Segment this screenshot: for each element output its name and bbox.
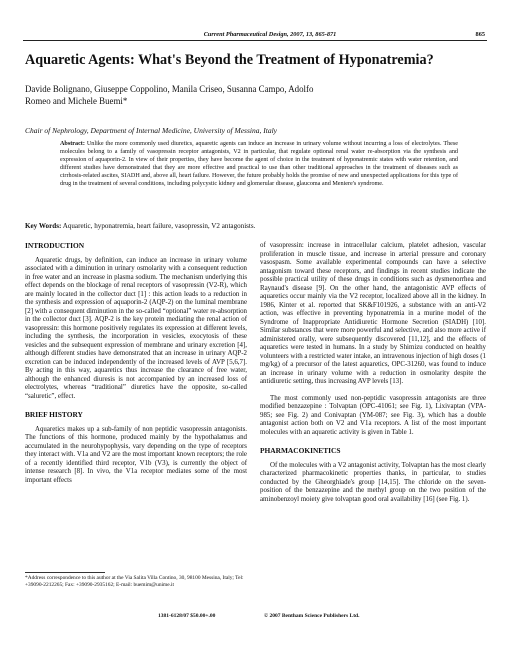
continuation-paragraph: of vasopressin: increase in intracellular calcium, platelet adhesion, vascular proliferation in muscle tissue, and increase in arterial pressure and coronary vasospasm. Some available experimental compounds can have a selective antagonism toward these receptors, and findings in recent studies indicate the possible practical utility of these drugs in conditions such as dysmenorrhea and Raynaud's disease [9]. On the other hand, the antagonistic AVP effects of aquaretics occur mainly via the V2 receptor, localized above all in the kidney. In 1986, Kinter et al. reported that SK&F101926, a substance with an anti-V2 action, was effective in preventing hyponatremia in a murine model of the Syndrome of Inappropriate Antidiuretic Hormone Secretion (SIADH) [10]. Similar substances that were more powerful and selective, and also more active if administered orally, were subsequently discovered [11,12], and the effects of aquaretics were tested in humans. In a study by Shimizu conducted on healthy volunteers with a restricted water intake, an intravenous injection of high doses (1 mg/kg) of a precursor of the latest aquaretics, OPC-31260, was found to induce an increase in urinary volume with a reduction in osmolarity despite the antidiuretic setting, thus increasing AVP levels [13].	[260, 242, 486, 385]
header-rule	[23, 40, 487, 41]
affiliation: Chair of Nephrology, Department of Internal Medicine, University of Messina, Italy	[25, 126, 277, 135]
abstract-block	[60, 141, 458, 189]
correspondence-footnote: *Address correspondence to this author at the Via Salita Villa Contino, 30, 98100 Messina, Italy; Tel: +39090-2212265; Fax: +39090-2935162; E-mail: buemim@unime.it	[25, 575, 244, 588]
page-number: 865	[475, 31, 485, 38]
benzazepine-paragraph: The most commonly used non-peptidic vasopressin antagonists are three modified benzazepine : Tolvaptan (OPC-41061; see Fig. 1), Lixivaptan (VPA-985; see Fig. 2) and Conivaptan (YM-087; see Fig. 3), which has a double antagonist action both on V2 and V1a receptors. A list of the most important molecules with an aquaretic activity is given in Table 1.	[260, 394, 486, 436]
issn-price: 1381-6128/07 $50.00+.00	[158, 613, 216, 619]
brief-history-heading: BRIEF HISTORY	[25, 410, 83, 419]
right-column	[260, 242, 486, 504]
copyright-notice: © 2007 Bentham Science Publishers Ltd.	[264, 613, 360, 619]
article-title: Aquaretic Agents: What's Beyond the Treatment of Hyponatremia?	[25, 52, 434, 68]
brief-history-paragraph: Aquaretics makes up a sub-family of non peptidic vasopressin antagonists. The functions of this hormone, produced mainly by the hypothalamus and accumulated in the neurohypophysis, vary depending on the type of receptors they interact with. V1a and V2 are the most important known receptors; the role of a recently identified third receptor, V1b (V3), is currently the object of intense research [8]. In vivo, the V1a receptor mediates some of the most important effects	[25, 425, 247, 484]
left-column	[25, 242, 247, 485]
pharmacokinetics-heading: PHARMACOKINETICS	[260, 446, 341, 455]
author-list: Davide Bolignano, Giuseppe Coppolino, Manila Criseo, Susanna Campo, Adolfo Romeo and Michele Buemi*	[25, 84, 314, 106]
keywords-label: Key Words:	[25, 222, 62, 230]
keywords-text: Aquaretic, hyponatremia, heart failure, vasopressin, V2 antagonists.	[62, 222, 256, 230]
introduction-paragraph: Aquaretic drugs, by definition, can induce an increase in urinary volume associated with a diminution in urinary osmolarity with a consequent reduction in free water and an increase in plasma sodium. The mechanism underlying this effect depends on the blockage of renal receptors of vasopressin (V2-R), which are mainly located in the collector duct [1] : this action leads to a reduction in the synthesis and expression of aquaporin-2 (AQP-2) on the luminal membrane [2] with a consequent diminution in the so-called “optional” water re-absorption in the collector duct [3]. AQP-2 is the key protein mediating the renal action of vasopressin: this hormone positively regulates its expression at different levels, including the synthesis, the incorporation in vesicles, exocytosis of these vesicles and the subsequent expression of membrane and urinary excretion [4], although different studies have demonstrated that an increase in urinary AQP-2 excretion can be induced independently of the increased levels of AVP [5,6,7]. By acting in this way, aquaretics thus increase the clearance of free water, although the enhanced diuresis is not accompanied by an increased loss of electrolytes, whereas “traditional” diuretics have the opposite, so-called “saluretic”, effect.	[25, 256, 247, 400]
pharmacokinetics-paragraph: Of the molecules with a V2 antagonist activity, Tolvaptan has the most clearly characterized pharmacokinetic properties thanks, in particular, to studies conducted by the Gheorghiade's group [14,15]. The chloride on the seven-position of the benzazepine and the methyl group on the two position of the aminobenzoyl moiety give tolvaptan good oral availability [16] (see Fig. 1).	[260, 461, 486, 503]
keywords-line	[25, 222, 485, 230]
abstract-text: Unlike the more commonly used diuretics, aquaretic agents can induce an increase in urinary volume without incurring a loss of electrolytes. These molecules belong to a family of vasopressin receptor antagonists, V2 in particular, that regulate optional renal water re-absorption via the synthesis and expression of aquaporin-2. In view of their properties, they have become the agent of choice in the treatment of hyponatremic states with water retention, and different studies have demonstrated that they are more effective and practical to use than other traditional approaches in the treatment of diseases such as cirrhosis-related ascites, SIADH and, above all, heart failure. However, the future probably holds the promise of new and unexpected applications for this type of drug in the treatment of several conditions, including polycystic kidney and glomerular disease, glaucoma and Meniere's syndrome.	[60, 141, 458, 187]
footnote-rule	[25, 572, 105, 573]
abstract-label: Abstract:	[60, 141, 85, 147]
journal-citation: Current Pharmaceutical Design, 2007, 13, 865-871	[203, 31, 337, 38]
introduction-heading: INTRODUCTION	[25, 241, 85, 250]
